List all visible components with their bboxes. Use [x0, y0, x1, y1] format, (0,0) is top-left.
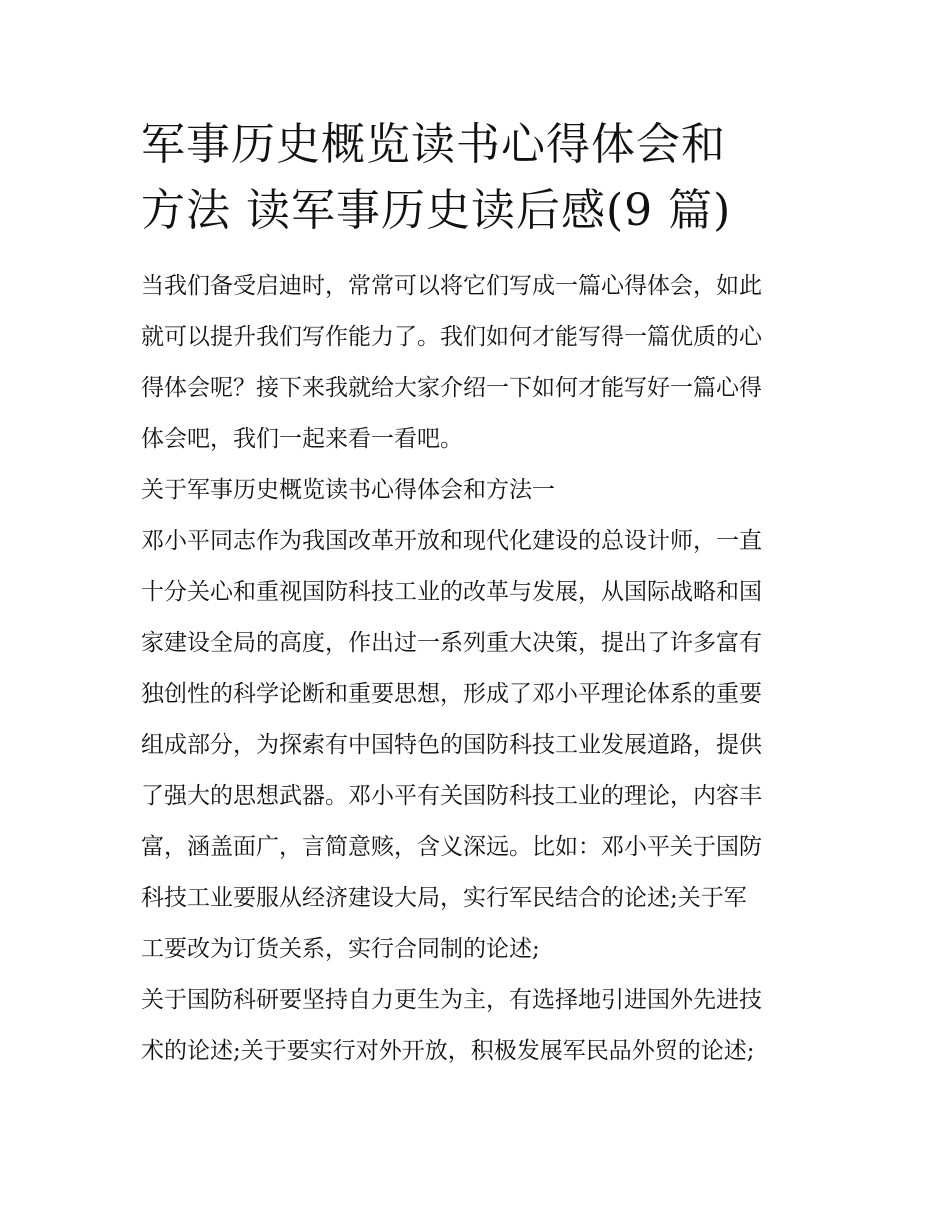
body-paragraph: [141, 516, 811, 975]
text-line: 十分关心和重视国防科技工业的改革与发展，从国际战略和国: [141, 579, 762, 605]
text-line: 了强大的思想武器。邓小平有关国防科技工业的理论，内容丰: [141, 783, 762, 809]
text-line: 组成部分，为探索有中国特色的国防科技工业发展道路，提供: [141, 732, 762, 758]
text-line: 工要改为订货关系，实行合同制的论述;: [141, 936, 540, 962]
text-line: 体会吧，我们一起来看一看吧。: [141, 426, 463, 452]
text-line: 得体会呢？接下来我就给大家介绍一下如何才能写好一篇心得: [141, 375, 762, 401]
text-line: 邓小平同志作为我国改革开放和现代化建设的总设计师，一直: [141, 528, 762, 554]
text-line: 独创性的科学论断和重要思想，形成了邓小平理论体系的重要: [141, 681, 762, 707]
title-line: 军事历史概览读书心得体会和: [141, 119, 726, 170]
text-line: 术的论述;关于要实行对外开放，积极发展军民品外贸的论述;: [141, 1038, 755, 1064]
intro-paragraph: [141, 261, 811, 465]
text-line: 家建设全局的高度，作出过一系列重大决策，提出了许多富有: [141, 630, 762, 656]
text-line: 科技工业要服从经济建设大局，实行军民结合的论述;关于军: [141, 885, 747, 911]
body-paragraph: [141, 975, 811, 1077]
title-line: 方法 读军事历史读后感(9 篇): [141, 185, 732, 236]
text-line: 关于军事历史概览读书心得体会和方法一: [141, 477, 555, 503]
document-page: [141, 112, 811, 1077]
text-line: 富，涵盖面广，言简意赅，含义深远。比如：邓小平关于国防: [141, 834, 762, 860]
text-line: 就可以提升我们写作能力了。我们如何才能写得一篇优质的心: [141, 324, 762, 350]
document-title: [141, 112, 811, 244]
document-body: [141, 261, 811, 1077]
text-line: 当我们备受启迪时，常常可以将它们写成一篇心得体会，如此: [141, 273, 762, 299]
section-heading: [141, 465, 811, 516]
text-line: 关于国防科研要坚持自力更生为主，有选择地引进国外先进技: [141, 987, 762, 1013]
